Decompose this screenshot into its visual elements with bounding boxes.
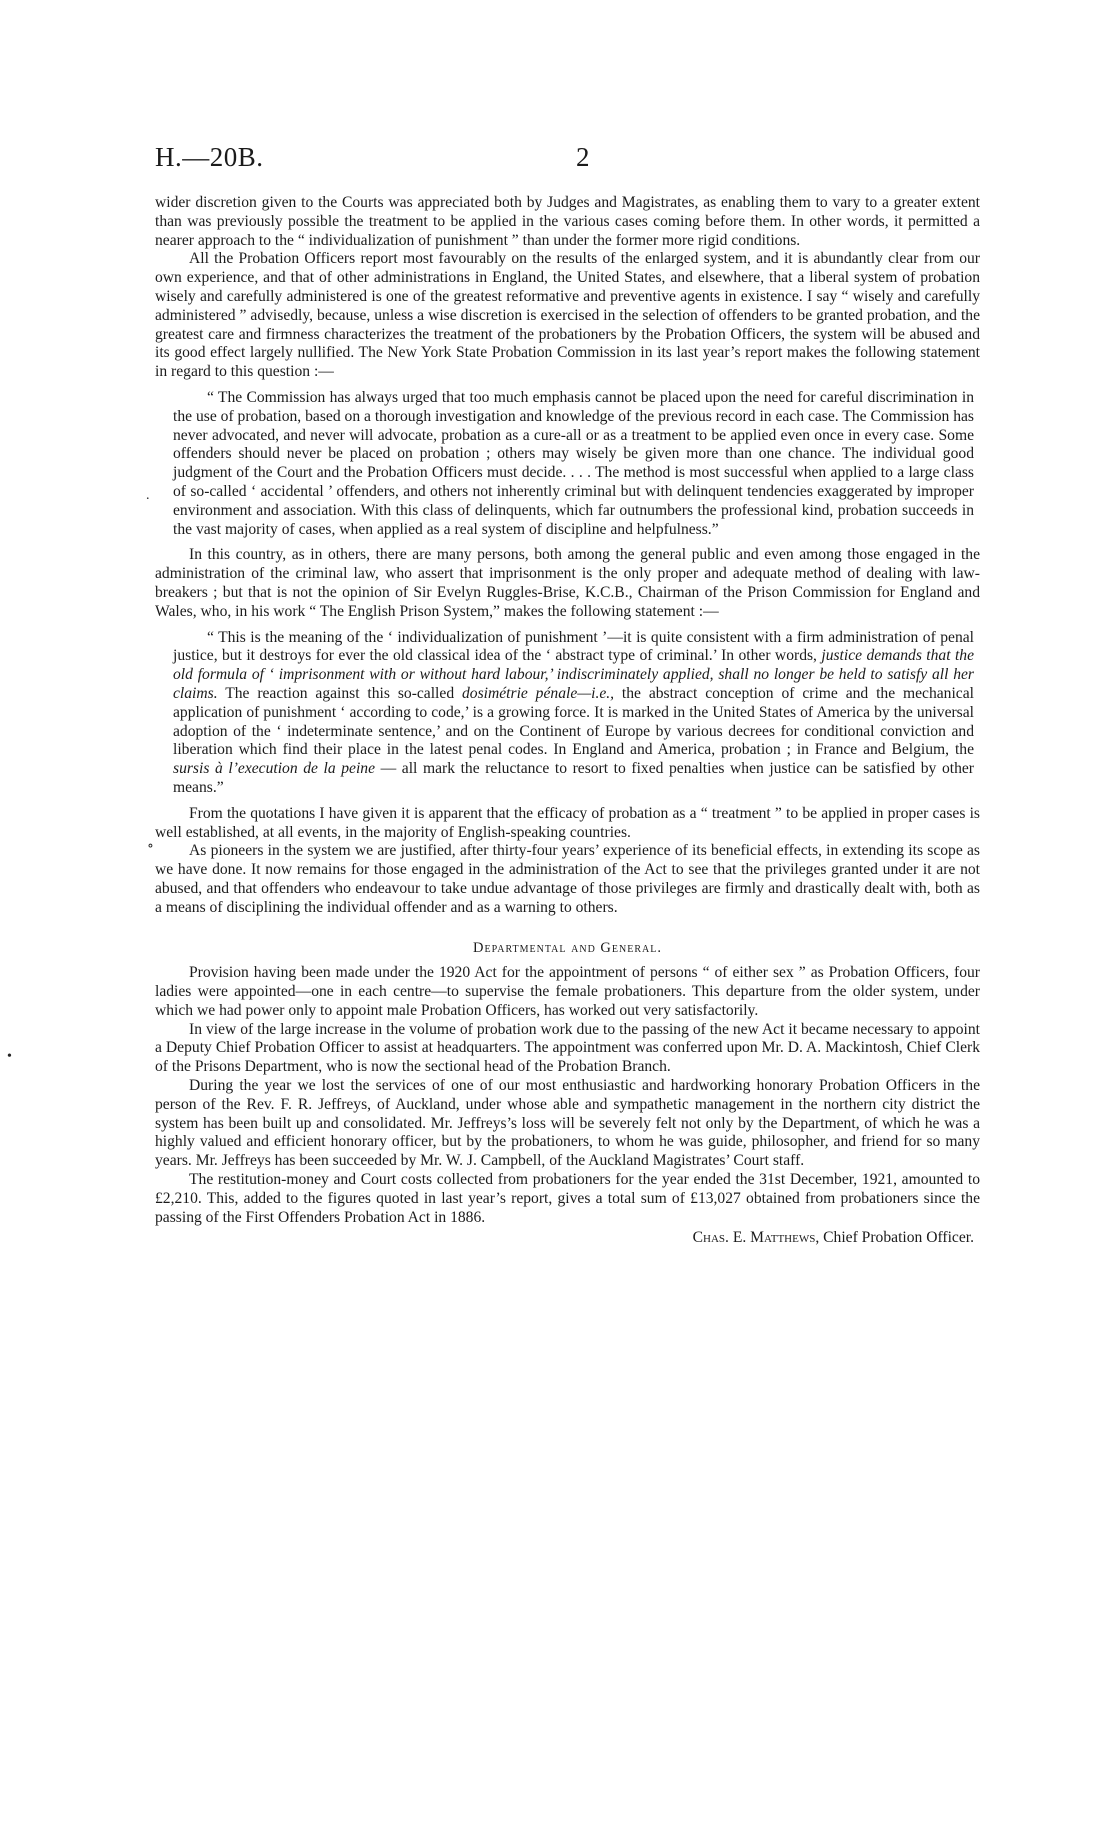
margin-mark: •	[7, 1049, 12, 1064]
paragraph: As pioneers in the system we are justified, after thirty-four years’ experience of its beneficial effects, in extending its scope as we have done. It now remains for those engaged in the administration of the Act to see that the privileges granted under it are not abused, and that offenders who endeavour to take undue advantage of those privileges are firmly and drastically dealt with, both as a means of disciplining the individual offender and as a warning to others.	[155, 842, 980, 916]
block-quote: “ The Commission has always urged that too much emphasis cannot be placed upon the need for careful discrimination in the use of probation, based on a thorough investigation and knowledge of the previous record in each case. The Commission has never advocated, and never will advocate, probation as a cure-all or as a treatment to be applied even once in every case. Some offenders should never be placed on probation ; others may wisely be given more than one chance. The individual good judgment of the Court and the Probation Officers must decide. . . . The method is most successful when applied to a large class of so-called ‘ accidental ’ offenders, and others not inherently criminal but with delinquent tendencies exaggerated by improper environment and association. With this class of delinquents, which far outnumbers the professional kind, probation succeeds in the vast majority of cases, when applied as a real system of discipline and helpfulness.”	[173, 388, 974, 538]
page-number: 2	[576, 142, 590, 172]
quote-text: the abstract conception of crime and the mechanical application of punishment ‘ according to code,’ is a growing force. It is marked in the United States of America by the universal adoption of the ‘ indeterminate sentence,’ and on the Continent of Europe by various decrees for conditional conviction and liberation which find their place in the latest penal codes. In England and America, probation ; in France and Belgium, the	[173, 684, 974, 759]
signatory-name: Chas. E. Matthews	[692, 1229, 816, 1247]
paragraph: wider discretion given to the Courts was appreciated both by Judges and Magistrates, as enabling them to vary to a greater extent than was previously possible the treatment to be applied in the various cases coming before them. In other words, it permitted a nearer approach to the “ individualization of punishment ” than under the former more rigid conditions.	[155, 194, 980, 249]
block-quote	[173, 629, 974, 798]
paragraph: In view of the large increase in the volume of probation work due to the passing of the new Act it became necessary to appoint a Deputy Chief Probation Officer to assist at headquarters. The appointment was conferred upon Mr. D. A. Mackintosh, Chief Clerk of the Prisons Department, who is now the sectional head of the Probation Branch.	[155, 1020, 980, 1076]
paragraph: The restitution-money and Court costs collected from probationers for the year ended the 31st December, 1921, amounted to £2,210. This, added to the figures quoted in last year’s report, gives a total sum of £13,027 obtained from probationers since the passing of the First Offenders Probation Act in 1886.	[155, 1171, 980, 1226]
quote-text: The reaction against this so-called	[217, 684, 462, 702]
quote-text: “ This is the meaning of the ‘ individualization of punishment ’—it is quite consistent with a firm administration of penal justice, but it destroys for ever the old classical idea of the ‘ abstract type of criminal.’ In other words,	[173, 628, 974, 665]
paragraph: Provision having been made under the 1920 Act for the appointment of persons “ of either sex ” as Probation Officers, four ladies were appointed—one in each centre—to supervise the female probationers. This departure from the older system, under which we had power only to appoint male Probation Officers, has worked out very satisfactorily.	[155, 964, 980, 1019]
quote-emphasis: justice demands that the old formula of ‘ imprisonment with or without hard labour,’ indiscriminately applied, shall no longer be held to satisfy all her claims.	[173, 647, 974, 702]
body-text	[155, 194, 980, 1248]
paragraph: All the Probation Officers report most favourably on the results of the enlarged system, and it is abundantly clear from our own experience, and that of other administrations in England, the United States, and elsewhere, that a liberal system of probation wisely and carefully administered is one of the greatest reformative and preventive agents in existence. I say “ wisely and carefully administered ” advisedly, because, unless a wise discretion is exercised in the selection of offenders to be granted probation, and the greatest care and firmness characterizes the treatment of the probationers by the Probation Officers, the system will be abused and its good effect largely nullified. The New York State Probation Commission in its last year’s report makes the following statement in regard to this question :—	[155, 250, 980, 381]
signature-line	[155, 1229, 980, 1248]
paragraph: In this country, as in others, there are many persons, both among the general public and even among those engaged in the administration of the criminal law, who assert that imprisonment is the only proper and adequate method of dealing with law-breakers ; but that is not the opinion of Sir Evelyn Ruggles-Brise, K.C.B., Chairman of the Prison Commission for England and Wales, who, in his work “ The English Prison System,” makes the following statement :—	[155, 546, 980, 620]
paragraph: During the year we lost the services of one of our most enthusiastic and hardworking honorary Probation Officers in the person of the Rev. F. R. Jeffreys, of Auckland, under whose able and sympathetic management in the northern city district the system has been built up and consolidated. Mr. Jeffreys’s loss will be severely felt not only by the Department, of which he was a highly valued and efficient honorary officer, but by the probationers, to whom he was guide, philosopher, and friend for so many years. Mr. Jeffreys has been succeeded by Mr. W. J. Campbell, of the Auckland Magistrates’ Court staff.	[155, 1077, 980, 1170]
quote-text: — all mark the reluctance to resort to fixed penalties when justice can be satisfied by other means.”	[173, 760, 974, 796]
page-header	[155, 142, 955, 182]
signatory-title: , Chief Probation Officer.	[815, 1229, 974, 1247]
document-reference: H.—20B.	[155, 142, 264, 172]
margin-mark: .	[146, 488, 150, 503]
quote-emphasis: dosimétrie pénale—i.e.,	[461, 684, 615, 702]
margin-mark: ∘	[147, 839, 154, 854]
paragraph: From the quotations I have given it is apparent that the efficacy of probation as a “ treatment ” to be applied in proper cases is well established, at all events, in the majority of English-speaking countries.	[155, 804, 980, 841]
section-heading: Departmental and General.	[473, 940, 662, 957]
quote-emphasis: sursis à l’execution de la peine	[173, 760, 376, 778]
